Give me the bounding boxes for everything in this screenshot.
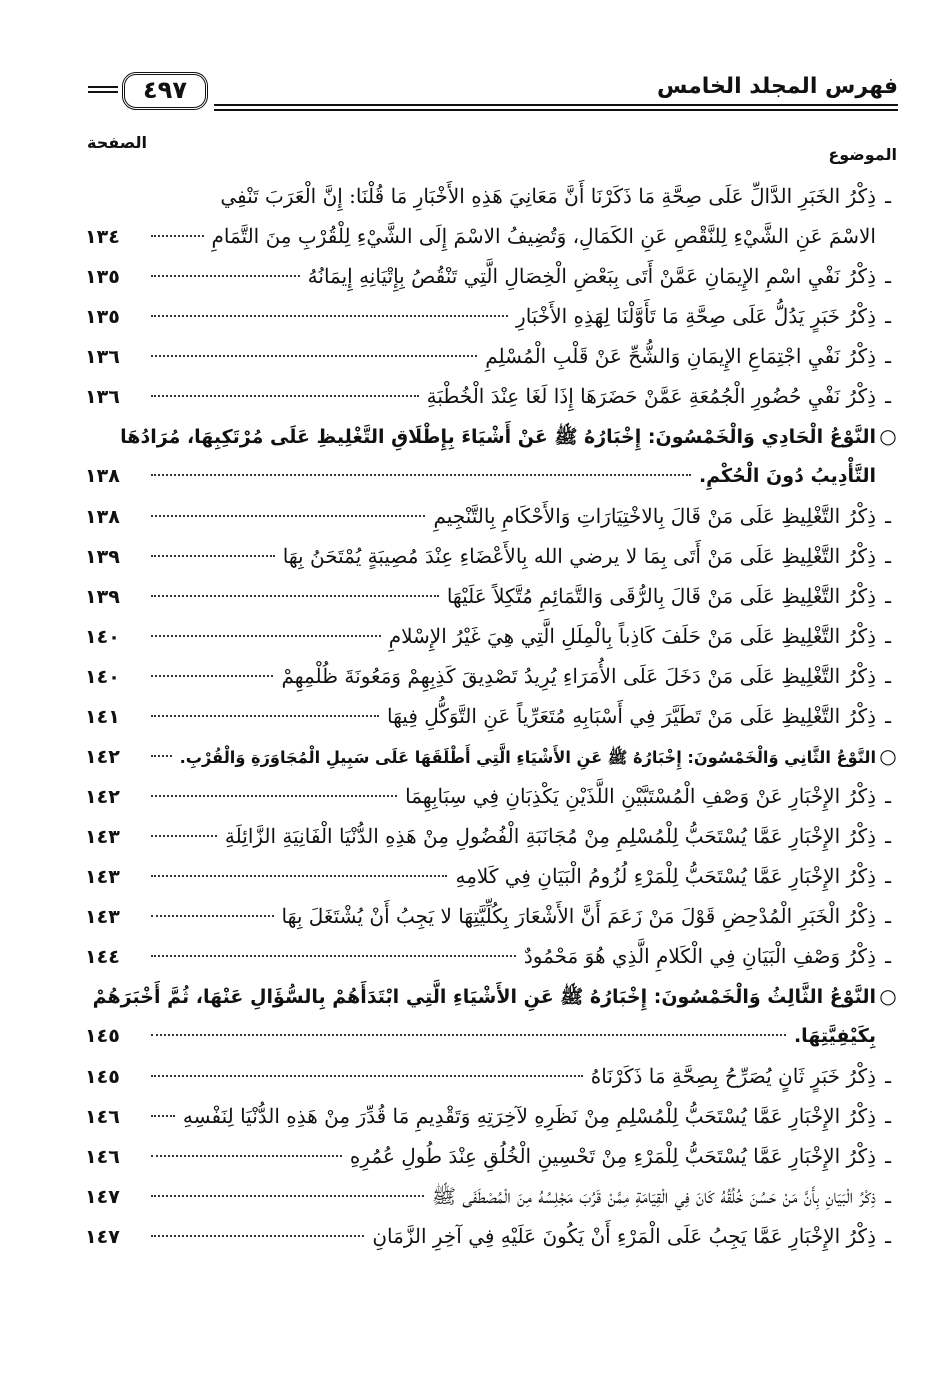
- entry-page-number: ١٤٠: [85, 666, 120, 688]
- dash-bullet-icon: ـ: [885, 544, 891, 568]
- dot-leader: [151, 235, 204, 237]
- entry-line: [85, 976, 900, 1016]
- dash-bullet-icon: ـ: [885, 624, 891, 648]
- dot-leader: [151, 355, 477, 357]
- dot-leader: [151, 795, 397, 797]
- entry-line: [85, 1096, 900, 1136]
- dot-leader: [151, 474, 691, 476]
- index-entry: [85, 656, 900, 696]
- dot-leader: [151, 595, 439, 597]
- entry-text: ذِكْرُ الإِخْبَارِ عَنْ وَصْفِ الْمُسْتَبَّيْنِ اللَّذَيْنِ يَكْذِبَانِ فِي سِبَابِهِمَا: [405, 784, 876, 808]
- header-rule-right: [214, 104, 898, 106]
- entry-text: النَّوْعُ الْحَادِي وَالْخَمْسُونَ: إِخْبَارُهُ ﷺ عَنْ أَشْيَاءَ بِإِطْلَاقِ التَّغْلِيظِ عَلَى مُرْتَكِبِهَا، مُرَادُهَا: [120, 426, 876, 448]
- entry-text: ذِكْرُ التَّغْلِيظِ عَلَى مَنْ تَطَيَّرَ فِي أَسْبَابِهِ مُتَعَرِّياً عَنِ التَّوَكُّلِ فِيهَا: [386, 704, 876, 728]
- dash-bullet-icon: ـ: [885, 784, 891, 808]
- index-entry: [85, 536, 900, 576]
- entry-line: [85, 616, 900, 656]
- entry-page-number: ١٤٣: [85, 866, 120, 888]
- column-page-label: الصفحة: [87, 133, 148, 152]
- dash-bullet-icon: ـ: [885, 184, 891, 208]
- dot-leader: [151, 275, 300, 277]
- entry-text: ذِكْرُ الإِخْبَارِ عَمَّا يَجِبُ عَلَى الْمَرْءِ أَنْ يَكُونَ عَلَيْهِ فِي آخِرِ الزَّمَانِ: [372, 1224, 876, 1248]
- entry-page-number: ١٣٤: [85, 226, 120, 248]
- dot-leader: [151, 515, 425, 517]
- index-entry: [85, 776, 900, 816]
- index-entry: [85, 856, 900, 896]
- index-entry: [85, 496, 900, 536]
- index-entry: [85, 1136, 900, 1176]
- entry-text: ذِكْرُ خَبَرٍ يَدُلُّ عَلَى صِحَّةِ مَا تَأَوَّلْنَا لِهَذِهِ الأَخْبَارِ: [516, 304, 876, 328]
- dash-bullet-icon: ـ: [885, 904, 891, 928]
- dot-leader: [151, 1115, 175, 1117]
- dash-bullet-icon: ـ: [885, 944, 891, 968]
- dot-leader: [151, 955, 516, 957]
- entry-page-number: ١٤٧: [85, 1226, 120, 1248]
- index-entry: [85, 176, 900, 256]
- entry-line: [85, 1136, 900, 1176]
- index-entry: [85, 696, 900, 736]
- entry-page-number: ١٤٧: [85, 1186, 120, 1208]
- dash-bullet-icon: ـ: [885, 824, 891, 848]
- entry-line: [85, 416, 900, 456]
- dot-leader: [151, 1075, 583, 1077]
- dash-bullet-icon: ـ: [885, 384, 891, 408]
- entry-line: [85, 176, 900, 216]
- entry-line: [85, 1176, 900, 1216]
- entry-text: ذِكْرُ الْخَبَرِ الْمُدْحِضِ قَوْلَ مَنْ زَعَمَ أَنَّ الأَشْعَارَ بِكُلِّيَّتِهَا لا يَجِبُ أَنْ يُشْتَغَلَ بِهَا: [281, 904, 876, 928]
- index-entry: [85, 1176, 900, 1216]
- entry-text: التَّأْدِيبُ دُونَ الْحُكْمِ.: [698, 465, 876, 487]
- entry-page-number: ١٤١: [85, 706, 120, 728]
- index-entry: [85, 376, 900, 416]
- dot-leader: [151, 395, 419, 397]
- entry-page-number: ١٣٨: [85, 506, 120, 528]
- section-heading: [85, 416, 900, 496]
- dash-bullet-icon: ـ: [885, 1144, 891, 1168]
- dot-leader: [151, 555, 275, 557]
- dot-leader: [151, 1195, 424, 1197]
- dot-leader: [151, 1235, 364, 1237]
- dash-bullet-icon: ـ: [885, 504, 891, 528]
- dash-bullet-icon: ـ: [885, 664, 891, 688]
- entry-text: ذِكْرُ الإِخْبَارِ عَمَّا يُسْتَحَبُّ لِلْمُسْلِمِ مِنْ مُجَانَبَةِ الْفُضُولِ مِنْ هَذِهِ الدُّنْيَا الْفَانِيَةِ الزَّائِلَةِ: [224, 824, 876, 848]
- entry-text: ذِكْرُ التَّغْلِيظِ عَلَى مَنْ قَالَ بِالرُّقَى وَالتَّمَائِمِ مُتَّكِلاً عَلَيْهَا: [446, 584, 876, 608]
- entry-line: [85, 1216, 900, 1256]
- column-topic-label: الموضوع: [828, 145, 897, 164]
- circle-bullet-icon: ○: [879, 424, 897, 448]
- entry-page-number: ١٤٣: [85, 826, 120, 848]
- dash-bullet-icon: ـ: [885, 264, 891, 288]
- dot-leader: [151, 755, 172, 757]
- entry-text: ذِكْرُ التَّغْلِيظِ عَلَى مَنْ دَخَلَ عَلَى الأُمَرَاءِ يُرِيدُ تَصْدِيقَ كَذِبِهِمْ وَمَعُونَةَ ظُلْمِهِمْ: [281, 664, 876, 688]
- entry-line: [85, 376, 900, 416]
- index-entry: [85, 1096, 900, 1136]
- entry-text: ذِكْرُ الخَبَرِ الدَّالِّ عَلَى صِحَّةِ مَا ذَكَرْنَا أَنَّ مَعَانِيَ هَذِهِ الأَخْبَارِ مَا قُلْنَا: إِنَّ الْعَرَبَ تَنْفِي: [220, 184, 876, 208]
- entry-line: [85, 496, 900, 536]
- dot-leader: [151, 875, 447, 877]
- entry-page-number: ١٣٥: [85, 306, 120, 328]
- dash-bullet-icon: ـ: [885, 1224, 891, 1248]
- entry-text: ذِكْرُ نَفْيِ اجْتِمَاعِ الإِيمَانِ وَالشُّحِّ عَنْ قَلْبِ الْمُسْلِمِ: [485, 344, 876, 368]
- entry-page-number: ١٣٥: [85, 266, 120, 288]
- index-entry: [85, 816, 900, 856]
- header-rule-left: [88, 86, 118, 88]
- entry-line: [85, 656, 900, 696]
- index-entry: [85, 1216, 900, 1256]
- section-heading: [85, 736, 900, 776]
- entry-line: [85, 776, 900, 816]
- section-heading: [85, 976, 900, 1056]
- dash-bullet-icon: ـ: [885, 704, 891, 728]
- entry-line: [85, 936, 900, 976]
- dot-leader: [151, 915, 274, 917]
- entry-page-number: ١٤٦: [85, 1146, 120, 1168]
- volume-index-title: فهرس المجلد الخامس: [656, 74, 898, 99]
- entry-line: [85, 816, 900, 856]
- dot-leader: [151, 1034, 786, 1036]
- page-number: ٤٩٧: [122, 72, 208, 110]
- entry-page-number: ١٤٢: [85, 786, 120, 808]
- entry-text: ذِكْرُ الإِخْبَارِ عَمَّا يُسْتَحَبُّ لِلْمَرْءِ لُزُومُ الْبَيَانِ فِي كَلامِهِ: [455, 864, 876, 888]
- entry-page-number: ١٣٦: [85, 386, 120, 408]
- index-entry: [85, 1056, 900, 1096]
- index-entry: [85, 296, 900, 336]
- circle-bullet-icon: ○: [879, 744, 897, 768]
- dot-leader: [151, 1155, 342, 1157]
- entry-line: [85, 536, 900, 576]
- header-rule-right-2: [214, 109, 898, 111]
- index-entry: [85, 896, 900, 936]
- entry-text: ذِكْرُ الإِخْبَارِ عَمَّا يُسْتَحَبُّ لِلْمُسْلِمِ مِنْ نَظَرِهِ لآخِرَتِهِ وَتَقْدِيمِ مَا قُدِّرَ مِنْ هَذِهِ الدُّنْيَا لِنَفْسِهِ: [182, 1104, 876, 1128]
- dot-leader: [151, 835, 217, 837]
- entry-text: النَّوْعُ الثَّالِثُ وَالْخَمْسُونَ: إِخْبَارُهُ ﷺ عَنِ الأَشْيَاءِ الَّتِي ابْتَدَأَهُمْ بِالسُّؤَالِ عَنْهَا، ثُمَّ أَخْبَرَهُمْ: [92, 986, 876, 1008]
- entry-page-number: ١٤٢: [85, 746, 120, 768]
- index-entry: [85, 256, 900, 296]
- entry-line: [85, 696, 900, 736]
- entry-page-number: ١٤٥: [85, 1066, 120, 1088]
- entry-page-number: ١٤٦: [85, 1106, 120, 1128]
- dash-bullet-icon: ـ: [885, 1184, 891, 1208]
- dash-bullet-icon: ـ: [885, 584, 891, 608]
- entry-page-number: ١٣٩: [85, 546, 120, 568]
- dot-leader: [151, 715, 379, 717]
- entry-text: ذِكْرُ خَبَرٍ ثَانٍ يُصَرِّحُ بِصِحَّةِ مَا ذَكَرْنَاهُ: [590, 1064, 876, 1088]
- entry-line: [85, 576, 900, 616]
- entry-page-number: ١٣٦: [85, 346, 120, 368]
- entry-text: الاسْمَ عَنِ الشَّيْءِ لِلنَّقْصِ عَنِ الكَمَالِ، وَتُضِيفُ الاسْمَ إِلَى الشَّيْءِ لِلْقُرْبِ مِنَ التَّمَامِ: [211, 224, 876, 248]
- entry-text: ذِكْرُ الْبَيَانِ بِأَنَّ مَنْ حَسُنَ خُلُقُهُ كَانَ فِي الْقِيَامَةِ مِمَّنْ قَرُبَ مَجْلِسُهُ مِنَ الْمُصْطَفَى ﷺ: [431, 1184, 876, 1208]
- index-list: [85, 176, 900, 1256]
- dot-leader: [151, 315, 508, 317]
- entry-text: ذِكْرُ التَّغْلِيظِ عَلَى مَنْ قَالَ بِالاخْتِيَارَاتِ وَالأَحْكَامِ بِالتَّنْجِيمِ: [433, 504, 876, 528]
- index-entry: [85, 576, 900, 616]
- dash-bullet-icon: ـ: [885, 864, 891, 888]
- page-header: [88, 70, 898, 126]
- dash-bullet-icon: ـ: [885, 304, 891, 328]
- entry-text: بِكَيْفِيَّتِهَا.: [793, 1025, 876, 1047]
- entry-line: [85, 1056, 900, 1096]
- entry-page-number: ١٤٠: [85, 626, 120, 648]
- entry-text: ذِكْرُ نَفْيِ حُضُورِ الْجُمُعَةِ عَمَّنْ حَضَرَهَا إِذَا لَغَا عِنْدَ الْخُطْبَةِ: [426, 384, 876, 408]
- dot-leader: [151, 675, 273, 677]
- entry-page-number: ١٤٤: [85, 946, 120, 968]
- entry-line: [85, 296, 900, 336]
- entry-text: ذِكْرُ التَّغْلِيظِ عَلَى مَنْ أَتَى بِمَا لا يرضي الله بِالأَعْضَاءِ عِنْدَ مُصِيبَةٍ يُمْتَحَنُ بِهَا: [282, 544, 876, 568]
- entry-line: [85, 216, 900, 256]
- entry-line: [85, 456, 900, 496]
- entry-line: [85, 896, 900, 936]
- entry-line: [85, 736, 900, 776]
- entry-text: ذِكْرُ وَصْفِ الْبَيَانِ فِي الْكَلامِ الَّذِي هُوَ مَحْمُودٌ: [523, 944, 876, 968]
- entry-text: ذِكْرُ الإِخْبَارِ عَمَّا يُسْتَحَبُّ لِلْمَرْءِ مِنْ تَحْسِينِ الْخُلُقِ عِنْدَ طُولِ عُمُرِهِ: [349, 1144, 876, 1168]
- index-entry: [85, 336, 900, 376]
- entry-page-number: ١٤٥: [85, 1025, 120, 1047]
- dot-leader: [151, 635, 381, 637]
- entry-text: ذِكْرُ التَّغْلِيظِ عَلَى مَنْ حَلَفَ كَاذِباً بِالْمِلَلِ الَّتِي هِيَ غَيْرُ الإِسْلامِ: [388, 624, 876, 648]
- entry-text: النَّوْعُ الثَّانِي وَالْخَمْسُونَ: إِخْبَارُهُ ﷺ عَنِ الأَشْيَاءِ الَّتِي أَطْلَقَهَا عَلَى سَبِيلِ الْمُجَاوَرَةِ وَالْقُرْبِ.: [179, 748, 876, 767]
- entry-line: [85, 856, 900, 896]
- dash-bullet-icon: ـ: [885, 1104, 891, 1128]
- entry-text: ذِكْرُ نَفْيِ اسْمِ الإِيمَانِ عَمَّنْ أَتَى بِبَعْضِ الْخِصَالِ الَّتِي تَنْقُصُ بِإِتْيَانِهِ إِيمَانُهُ: [307, 264, 876, 288]
- dash-bullet-icon: ـ: [885, 344, 891, 368]
- index-entry: [85, 616, 900, 656]
- entry-line: [85, 1016, 900, 1056]
- entry-line: [85, 336, 900, 376]
- entry-page-number: ١٤٣: [85, 906, 120, 928]
- index-entry: [85, 936, 900, 976]
- circle-bullet-icon: ○: [879, 984, 897, 1008]
- entry-page-number: ١٣٩: [85, 586, 120, 608]
- entry-line: [85, 256, 900, 296]
- entry-page-number: ١٣٨: [85, 465, 120, 487]
- dash-bullet-icon: ـ: [885, 1064, 891, 1088]
- header-rule-left-2: [88, 91, 118, 93]
